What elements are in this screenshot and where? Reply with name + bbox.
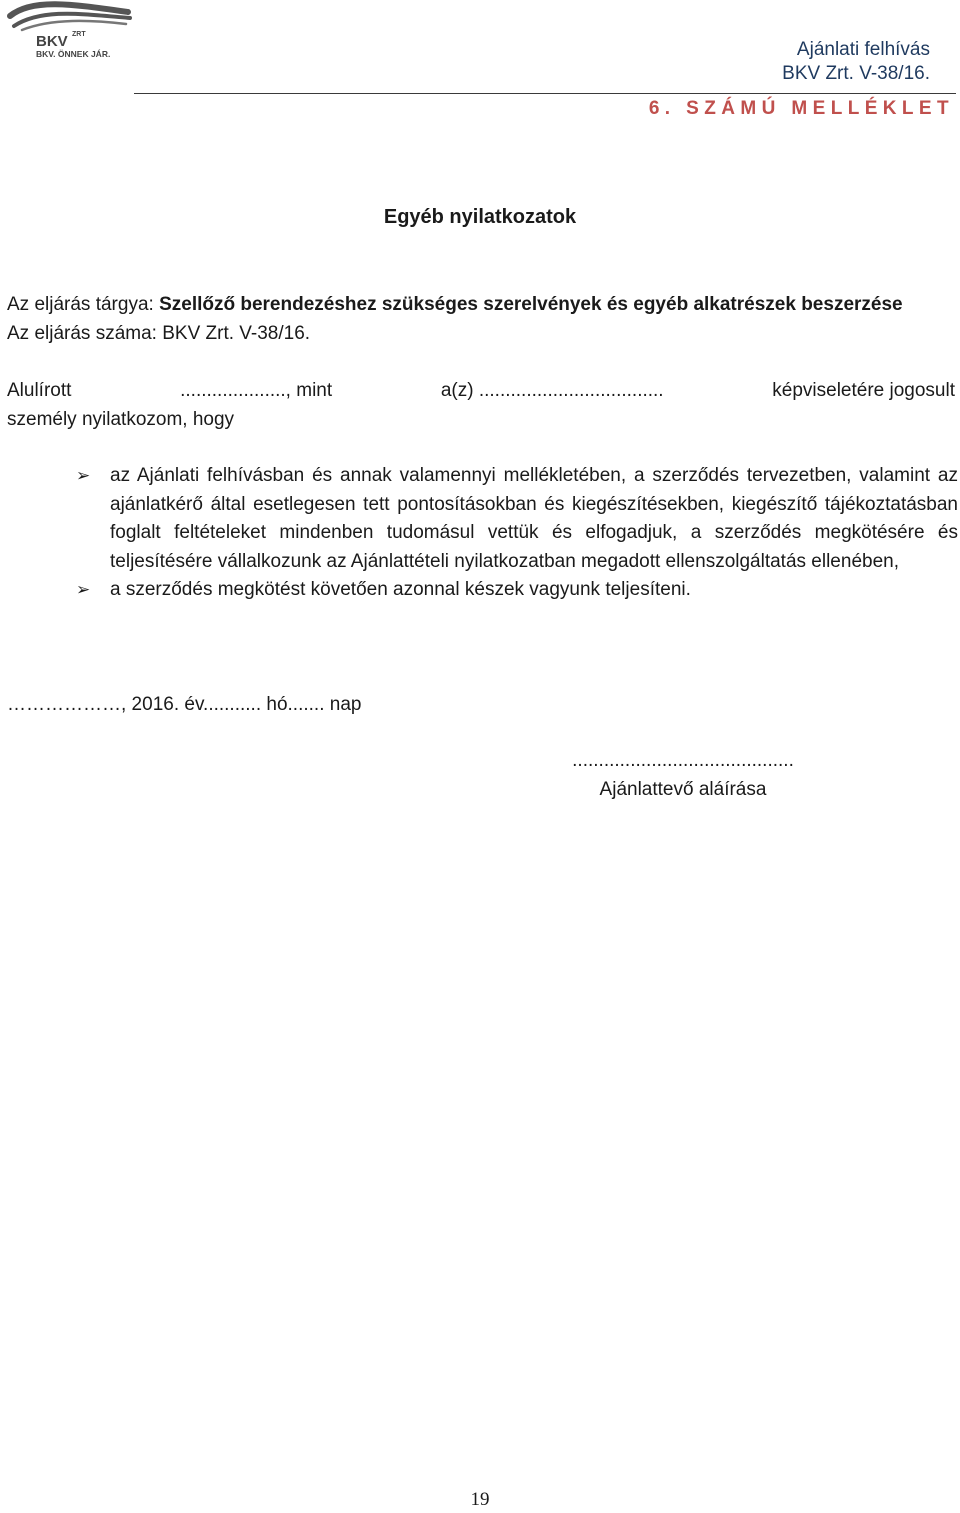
logo-tagline: BKV. ÖNNEK JÁR. bbox=[36, 49, 111, 59]
page-title: Egyéb nyilatkozatok bbox=[383, 206, 577, 228]
date-line: ………………, 2016. év........... hó....... nap bbox=[7, 694, 362, 715]
declaration-part2: ...................., mint bbox=[180, 380, 333, 401]
header-right bbox=[782, 38, 930, 86]
doc-ref: BKV Zrt. V-38/16. bbox=[782, 63, 930, 84]
bullet-text: az Ajánlati felhívásban és annak valamennyi mellékletében, a szerződés tervezetben, valamint az ajánlatkérő által esetlegesen tett pontosításokban és kiegészítésekben, kiegészítő tájékoztatásban foglalt feltételeket mindenben tudomásul vettük és elfogadjuk, a szerződés megkötésére és teljesítésére vállalkozunk az Ajánlattételi nyilatkozatban megadott ellenszolgáltatás ellenében, bbox=[110, 465, 958, 572]
logo-sup: ZRT bbox=[72, 31, 86, 38]
bullet-text: a szerződés megkötést követően azonnal készek vagyunk teljesíteni. bbox=[110, 579, 691, 600]
declaration-part1: Alulírott bbox=[7, 380, 72, 401]
list-item bbox=[0, 462, 958, 576]
signature-dots: .......................................... bbox=[572, 750, 794, 771]
list-item bbox=[0, 576, 958, 605]
annex-label: 6. SZÁMÚ MELLÉKLET bbox=[648, 98, 954, 119]
logo-text: BKV bbox=[36, 33, 68, 50]
declaration-part3: a(z) ................................... bbox=[440, 380, 664, 401]
header-divider bbox=[134, 93, 956, 94]
declaration-line2: személy nyilatkozom, hogy bbox=[7, 409, 235, 430]
bkv-logo bbox=[2, 0, 134, 62]
bullet-list bbox=[0, 462, 958, 605]
declaration-line bbox=[7, 376, 955, 405]
subject-label: Az eljárás tárgya: bbox=[7, 294, 160, 315]
declaration-part4: képviseletére jogosult bbox=[772, 380, 955, 401]
procedure-number: Az eljárás száma: BKV Zrt. V-38/16. bbox=[7, 323, 311, 344]
signature-label: Ajánlattevő aláírása bbox=[599, 779, 767, 800]
doc-type: Ajánlati felhívás bbox=[796, 39, 930, 60]
page-number: 19 bbox=[470, 1489, 490, 1510]
subject-line bbox=[7, 290, 903, 319]
subject-value: Szellőző berendezéshez szükséges szerelvények és egyéb alkatrészek beszerzése bbox=[159, 294, 903, 315]
arrow-bullet-icon: ➢ bbox=[76, 580, 91, 599]
arrow-bullet-icon: ➢ bbox=[76, 466, 91, 485]
